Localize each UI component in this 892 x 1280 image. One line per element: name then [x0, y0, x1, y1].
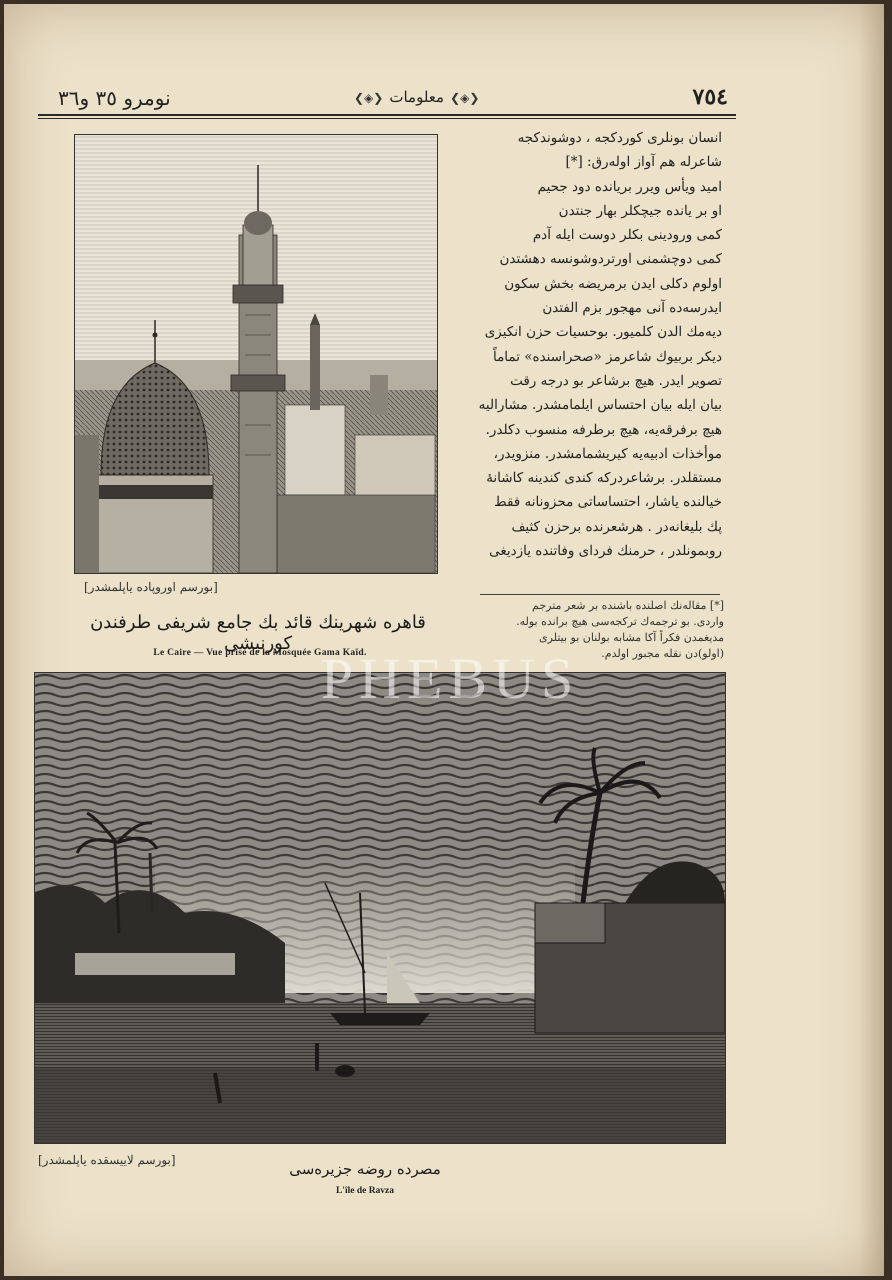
figure2-caption-ottoman: مصرده روضه جزیره‌سی	[289, 1160, 441, 1178]
body-line: کمی دوچشمنی اورتردوشونسه دهشتدن	[499, 251, 722, 268]
body-line: مستقلدر. برشاعردرکه کندی کندینه کاشانهٔ	[486, 470, 722, 487]
body-line: خیالنده یاشار، احتساساتی محزونانه فقط	[494, 494, 722, 511]
engraving-cairo-mosque	[74, 134, 438, 574]
body-line: موأخذات ادبیه‌یه کیریشمامشدر. منزویدر،	[493, 445, 722, 462]
page-header	[38, 86, 740, 116]
figure2-caption-french: L'île de Ravza	[335, 1186, 395, 1196]
body-line: تصویر ایدر. هیچ برشاعر بو درجه رقت	[510, 372, 722, 389]
ornament-left-icon: ❮◈❯	[450, 91, 480, 105]
body-line: دیکر بربیوك شاعرمز «صحراسنده» تماماً	[492, 348, 722, 365]
engraving-ravza-island	[34, 672, 726, 1144]
body-line: روبمونلدر ، حرمنك فردای وفاتنده یازدیغی	[489, 543, 722, 560]
figure2-credit: [بورسم لاییسقده یاپلمشدر]	[38, 1153, 176, 1167]
footnote-line: مدیغمدن فکراً آکا مشابه بولنان بو بیتلری	[539, 631, 724, 644]
journal-title-text: معلومات	[389, 88, 445, 106]
body-line: شاعرله هم آواز اوله‌رق: [*]	[565, 154, 722, 171]
footnote-rule	[480, 594, 720, 595]
body-line: هیچ برفرقه‌یه، هیچ برطرفه منسوب دکلدر.	[485, 421, 722, 438]
body-line: بیان ایله بیان احتساس ایلمامشدر. مشارالیه	[478, 397, 722, 414]
watermark: PHEBUS	[320, 646, 580, 711]
body-line: اولوم دکلی ایدن برمریضه بخش سکون	[504, 275, 722, 292]
cairo-mosque-illustration	[75, 135, 437, 573]
body-line: انسان بونلری کوردکجه ، دوشوندکجه	[517, 130, 722, 146]
footnote-line: [*] مقاله‌نك اصلنده باشنده بر شعر مترجم	[532, 599, 724, 612]
body-text-column	[474, 126, 722, 592]
issue-number: نومرو ٣٥ و٣٦	[58, 86, 171, 110]
body-line: دیه‌مك الدن کلمیور. بوحسیات حزن انکیزی	[484, 324, 722, 341]
ornament-right-icon: ❮◈❯	[354, 91, 384, 105]
footnote-line: واردی. بو ترجمه‌ك ترکجه‌سی هیچ برانده بوله.	[516, 615, 724, 628]
journal-title	[348, 88, 485, 106]
header-rule	[38, 114, 736, 116]
body-line: پك بلیغانه‌در . هرشعرنده برحزن کثیف	[511, 518, 722, 535]
body-line: کمی ورودینی بکلر دوست ایله آدم	[532, 227, 722, 244]
figure1-caption-ottoman: قاهره شهرینك قائد بك جامع شریفی طرفندن کورنیشی	[90, 612, 426, 654]
body-line: او بر یانده جیچکلر بهار جنتدن	[558, 202, 722, 219]
ravza-island-illustration	[35, 673, 725, 1143]
figure1-caption-french: Le Caire — Vue prise de la Mosquée Gama Kaïd.	[153, 648, 367, 658]
footnote-line: (اولو)دن نقله مجبور اولدم.	[601, 647, 724, 660]
header-rule-thin	[38, 118, 736, 119]
page-edge-shadow	[858, 4, 884, 1276]
body-line: ایدرسه‌ده آنی مهجور بزم الفتدن	[542, 300, 722, 317]
page-number: ٧٥٤	[692, 84, 728, 110]
footnote	[480, 598, 724, 662]
body-line: امید ویأس ویرر بریانده دود جحیم	[537, 178, 722, 195]
figure1-credit: [بورسم اوروپاده یاپلمشدر]	[84, 580, 218, 594]
